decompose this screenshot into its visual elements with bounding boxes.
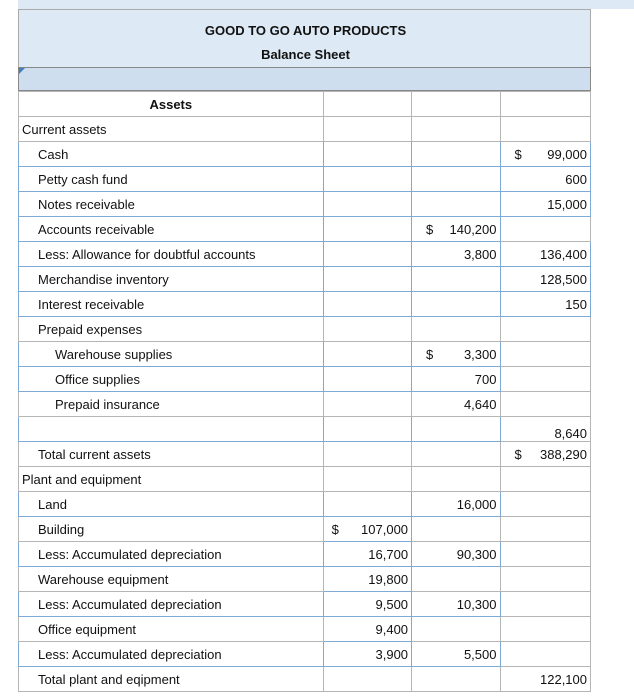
row-label-input[interactable]: Notes receivable bbox=[19, 192, 324, 217]
amount-input[interactable]: 700 bbox=[412, 367, 500, 392]
amount-input[interactable] bbox=[323, 142, 411, 167]
row-label-input[interactable]: Accounts receivable bbox=[19, 217, 324, 242]
amount-input[interactable] bbox=[412, 142, 500, 167]
table-row bbox=[19, 392, 591, 417]
table-row bbox=[19, 242, 591, 267]
amount-input[interactable] bbox=[412, 417, 500, 442]
row-label-input[interactable]: Warehouse supplies bbox=[19, 342, 324, 367]
assets-heading: Assets bbox=[19, 92, 324, 117]
amount-input[interactable]: 16,000 bbox=[412, 492, 500, 517]
amount-input[interactable]: 10,300 bbox=[412, 592, 500, 617]
row-label-input[interactable] bbox=[19, 417, 324, 442]
amount-input[interactable]: 3,800 bbox=[412, 242, 500, 267]
amount-input[interactable] bbox=[323, 167, 411, 192]
amount-input[interactable]: 90,300 bbox=[412, 542, 500, 567]
total-current-assets-value: 388,290 bbox=[540, 446, 587, 462]
dollar-sign: $ bbox=[426, 346, 434, 362]
dollar-sign: $ bbox=[426, 221, 434, 237]
table-row bbox=[19, 267, 591, 292]
amount-input[interactable]: 136,400 bbox=[500, 242, 591, 267]
dollar-sign: $ bbox=[514, 446, 522, 462]
table-row bbox=[19, 367, 591, 392]
prepaid-expenses-label: Prepaid expenses bbox=[19, 317, 324, 342]
table-row bbox=[19, 542, 591, 567]
amount-input[interactable] bbox=[412, 192, 500, 217]
amount-input[interactable] bbox=[323, 217, 411, 242]
row-label-input[interactable]: Merchandise inventory bbox=[19, 267, 324, 292]
amount-input[interactable]: 128,500 bbox=[500, 267, 591, 292]
table-row bbox=[19, 167, 591, 192]
statement-title: Balance Sheet bbox=[261, 47, 350, 62]
amount-input[interactable]: 9,500 bbox=[323, 592, 411, 617]
amount-input[interactable] bbox=[412, 292, 500, 317]
table-row bbox=[19, 417, 591, 442]
top-bar bbox=[18, 0, 634, 9]
row-label-input[interactable]: Petty cash fund bbox=[19, 167, 324, 192]
amount-input[interactable]: $ 140,200 bbox=[412, 217, 500, 242]
row-label-input[interactable]: Less: Allowance for doubtful accounts bbox=[19, 242, 324, 267]
amount-input[interactable]: 9,400 bbox=[323, 617, 411, 642]
total-plant-value: 122,100 bbox=[500, 667, 591, 692]
amount-input[interactable] bbox=[323, 192, 411, 217]
table-row bbox=[19, 617, 591, 642]
balance-sheet bbox=[18, 9, 591, 692]
row-label-input[interactable]: Cash bbox=[19, 142, 324, 167]
company-name: GOOD TO GO AUTO PRODUCTS bbox=[204, 23, 407, 38]
table-row bbox=[19, 217, 591, 242]
row-label-input[interactable]: Interest receivable bbox=[19, 292, 324, 317]
table-row bbox=[19, 442, 591, 467]
table-row bbox=[19, 192, 591, 217]
row-label-input[interactable]: Less: Accumulated depreciation bbox=[19, 592, 324, 617]
row-label-input[interactable]: Land bbox=[19, 492, 324, 517]
amount-input[interactable] bbox=[412, 267, 500, 292]
current-assets-label: Current assets bbox=[19, 117, 324, 142]
row-label-input[interactable]: Office supplies bbox=[19, 367, 324, 392]
amount-input[interactable]: 5,500 bbox=[412, 642, 500, 667]
amount-input[interactable] bbox=[323, 367, 411, 392]
row-label-input[interactable]: Less: Accumulated depreciation bbox=[19, 642, 324, 667]
row-label: Building bbox=[19, 517, 324, 542]
input-marker-icon bbox=[19, 68, 25, 74]
dollar-sign: $ bbox=[514, 146, 522, 162]
row-label: Prepaid insurance bbox=[19, 392, 324, 417]
amount-input[interactable] bbox=[323, 492, 411, 517]
row-label-input[interactable]: Less: Accumulated depreciation bbox=[19, 542, 324, 567]
amount-input[interactable]: $ 3,300 bbox=[412, 342, 500, 367]
sheet-header bbox=[18, 9, 591, 67]
amount-input[interactable] bbox=[323, 267, 411, 292]
amount-input[interactable]: 19,800 bbox=[323, 567, 411, 592]
amount-input[interactable]: 150 bbox=[500, 292, 591, 317]
table-row bbox=[19, 517, 591, 542]
table-row bbox=[19, 142, 591, 167]
row-label: Office equipment bbox=[19, 617, 324, 642]
amount-input[interactable]: 3,900 bbox=[323, 642, 411, 667]
prepaid-total: 8,640 bbox=[500, 417, 591, 442]
table-row bbox=[19, 342, 591, 367]
table-row bbox=[19, 292, 591, 317]
dollar-sign: $ bbox=[331, 521, 339, 537]
plant-equipment-label: Plant and equipment bbox=[19, 467, 324, 492]
total-current-assets-label: Total current assets bbox=[19, 442, 324, 467]
amount-value: 4,640 bbox=[412, 392, 500, 417]
amount-input[interactable] bbox=[412, 167, 500, 192]
amount-input[interactable] bbox=[323, 417, 411, 442]
total-plant-label: Total plant and eqipment bbox=[19, 667, 324, 692]
amount-input[interactable]: 16,700 bbox=[323, 542, 411, 567]
blank-heading-input[interactable] bbox=[18, 67, 591, 91]
balance-table bbox=[18, 91, 591, 692]
amount-input[interactable] bbox=[323, 342, 411, 367]
table-row bbox=[19, 667, 591, 692]
table-row bbox=[19, 642, 591, 667]
amount-input[interactable]: 600 bbox=[500, 167, 591, 192]
amount-input[interactable]: 15,000 bbox=[500, 192, 591, 217]
amount-input[interactable] bbox=[323, 242, 411, 267]
table-row bbox=[19, 567, 591, 592]
amount-input[interactable] bbox=[323, 292, 411, 317]
table-row bbox=[19, 492, 591, 517]
amount-input[interactable]: $ 107,000 bbox=[323, 517, 411, 542]
row-label: Warehouse equipment bbox=[19, 567, 324, 592]
amount-input[interactable]: $ 99,000 bbox=[500, 142, 591, 167]
table-row bbox=[19, 592, 591, 617]
